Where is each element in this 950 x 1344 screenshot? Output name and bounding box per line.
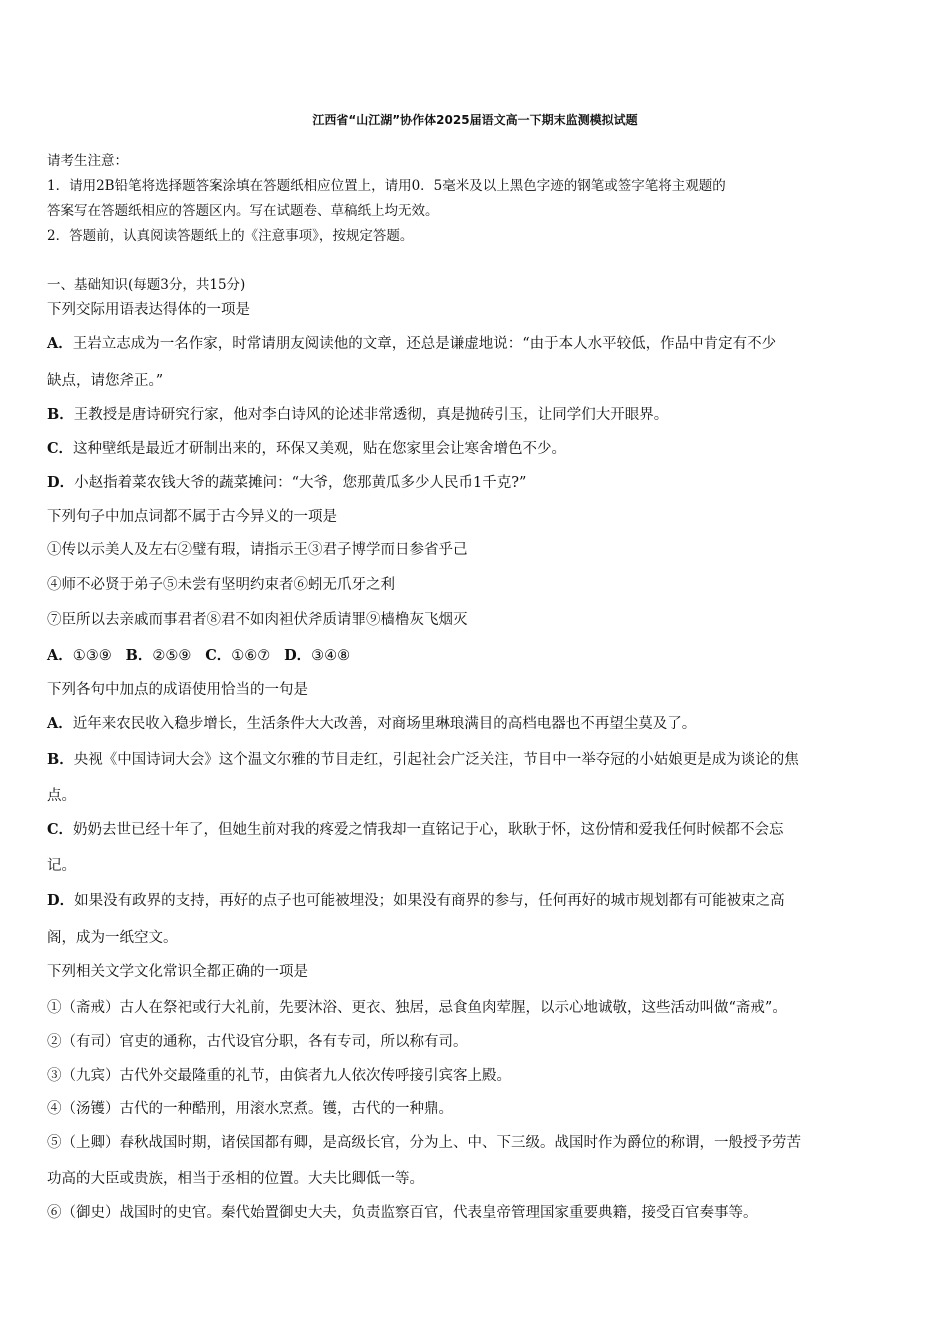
question-3-option-b-cont: 点。 [47, 788, 76, 804]
option-label: C． [205, 647, 232, 664]
notice-heading: 请考生注意： [47, 153, 128, 169]
question-3-option-d-cont: 阁，成为一纸空文。 [47, 930, 178, 946]
option-text: 近年来农民收入稳步增长，生活条件大大改善，对商场里琳琅满目的高档电器也不再望尘莫及了。 [72, 716, 697, 732]
option-label: C． [47, 440, 74, 457]
option-text: 奶奶去世已经十年了，但她生前对我的疼爱之情我却一直铭记于心，耿耿于怀，这份情和爱我任何时候都不会忘 [73, 822, 784, 838]
question-4-item-5: ⑤（上卿）春秋战国时期，诸侯国都有卿，是高级长官，分为上、中、下三级。战国时作为爵位的称谓，一般授予劳苦 [47, 1135, 801, 1151]
question-3-option-b [47, 750, 799, 770]
question-3-option-c [47, 820, 784, 840]
option-text: 王岩立志成为一名作家，时常请朋友阅读他的文章，还总是谦虚地说：“由于本人水平较低，作品中肯定有不少 [72, 336, 777, 352]
question-3-stem: 下列各句中加点的成语使用恰当的一句是 [47, 682, 308, 698]
option-label: D． [47, 892, 75, 909]
question-3-option-c-cont: 记。 [47, 858, 76, 874]
option-label: C． [47, 821, 74, 838]
question-2-line-3: ⑦臣所以去亲戚而事君者⑧君不如肉袒伏斧质请罪⑨樯橹灰飞烟灭 [47, 612, 468, 628]
question-4-item-2: ②（有司）官吏的通称，古代设官分职，各有专司，所以称有司。 [47, 1034, 468, 1050]
option-label: B． [47, 406, 74, 423]
question-3-option-a [47, 714, 696, 734]
notice-item-1: 1．请用2B铅笔将选择题答案涂填在答题纸相应位置上，请用0．5毫米及以上黑色字迹的钢笔或签字笔将主观题的 [47, 178, 726, 194]
option-label: A． [47, 335, 73, 352]
question-4-item-1: ①（斋戒）古人在祭祀或行大礼前，先要沐浴、更衣、独居，忌食鱼肉荤腥，以示心地诚敬，这些活动叫做“斋戒”。 [47, 1000, 787, 1016]
question-4-item-6: ⑥（御史）战国时的史官。秦代始置御史大夫，负责监察百官，代表皇帝管理国家重要典籍，接受百官奏事等。 [47, 1205, 758, 1221]
question-1-stem: 下列交际用语表达得体的一项是 [47, 302, 250, 318]
question-2-line-2: ④师不必贤于弟子⑤未尝有坚明约束者⑥蚓无爪牙之利 [47, 577, 395, 593]
option-text: ①⑥⑦ [231, 648, 271, 664]
option-text: 王教授是唐诗研究行家，他对李白诗风的论述非常透彻，真是抛砖引玉，让同学们大开眼界。 [73, 407, 669, 423]
option-label: B． [125, 647, 153, 664]
option-label: B． [47, 751, 74, 768]
option-text: 小赵指着菜农钱大爷的蔬菜摊问：“大爷，您那黄瓜多少人民币1千克?” [74, 475, 527, 491]
option-text: 央视《中国诗词大会》这个温文尔雅的节目走红，引起社会广泛关注，节目中一举夺冠的小姑娘更是成为谈论的焦 [73, 752, 799, 768]
option-text: 如果没有政界的支持，再好的点子也可能被埋没；如果没有商界的参与，任何再好的城市规划都有可能被束之高 [74, 893, 785, 909]
question-4-item-3: ③（九宾）古代外交最隆重的礼节，由傧者九人依次传呼接引宾客上殿。 [47, 1068, 511, 1084]
question-3-option-d [47, 891, 785, 911]
option-label: A． [47, 647, 73, 664]
notice-item-2: 2．答题前，认真阅读答题纸上的《注意事项》，按规定答题。 [47, 228, 414, 244]
section-heading: 一、基础知识(每题3分，共15分) [47, 277, 246, 293]
question-1-option-c [47, 439, 566, 459]
question-1-option-d [47, 473, 526, 493]
option-label: D． [47, 474, 75, 491]
notice-item-1-cont: 答案写在答题纸相应的答题区内。写在试题卷、草稿纸上均无效。 [47, 203, 439, 219]
question-1-option-a-cont: 缺点，请您斧正。” [47, 373, 164, 389]
option-label: A． [47, 715, 73, 732]
question-4-stem: 下列相关文学文化常识全都正确的一项是 [47, 964, 308, 980]
question-4-item-5-cont: 功高的大臣或贵族，相当于丞相的位置。大夫比卿低一等。 [47, 1171, 424, 1187]
question-2-stem: 下列句子中加点词都不属于古今异义的一项是 [47, 509, 337, 525]
option-text: ②⑤⑨ [152, 648, 192, 664]
option-text: 这种壁纸是最近才研制出来的，环保又美观，贴在您家里会让寒舍增色不少。 [73, 441, 567, 457]
question-1-option-b [47, 405, 668, 425]
option-text: ③④⑧ [311, 648, 351, 664]
question-4-item-4: ④（汤镬）古代的一种酷刑，用滚水烹煮。镬，古代的一种鼎。 [47, 1101, 453, 1117]
page-title: 江西省“山江湖”协作体2025届语文高一下期末监测模拟试题 [312, 113, 638, 127]
question-1-option-a [47, 334, 776, 354]
question-2-options [47, 646, 350, 666]
option-label: D． [284, 647, 312, 664]
question-2-line-1: ①传以示美人及左右②璧有瑕，请指示王③君子博学而日参省乎己 [47, 542, 468, 558]
option-text: ①③⑨ [72, 648, 112, 664]
